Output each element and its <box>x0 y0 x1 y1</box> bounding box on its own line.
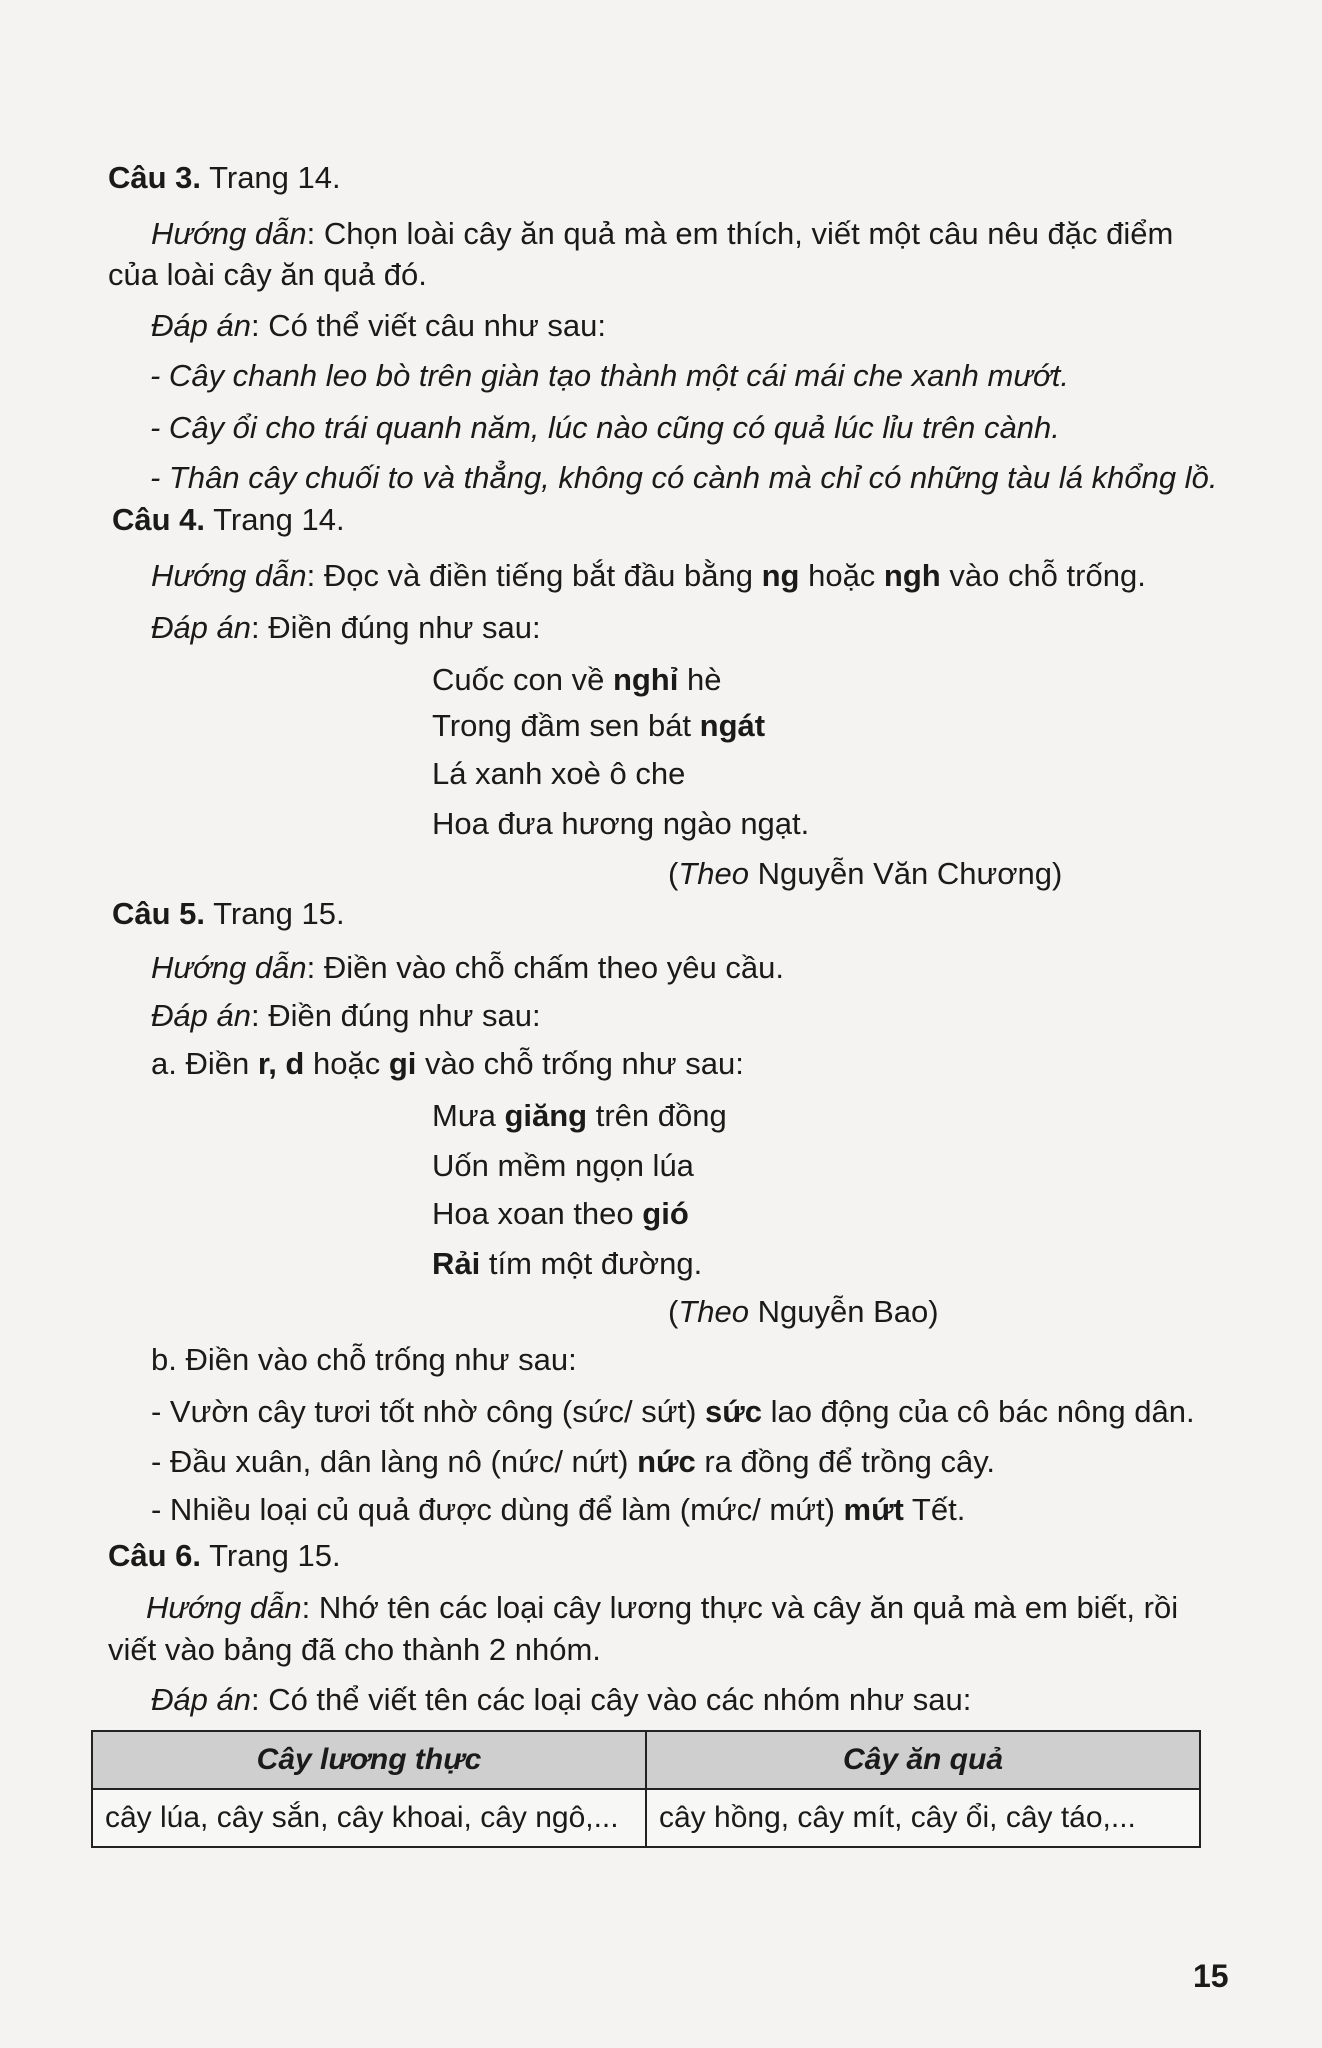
q5-part-b: b. Điền vào chỗ trống như sau: <box>151 1342 577 1377</box>
q5-part-a: a. Điền r, d hoặc gi vào chỗ trống như sau: <box>151 1046 744 1081</box>
q5-guide: Hướng dẫn: Điền vào chỗ chấm theo yêu cầu. <box>151 950 784 985</box>
q3-answer: Đáp án: Có thể viết câu như sau: <box>151 308 607 343</box>
page-number: 15 <box>1193 1958 1229 1994</box>
table-header-cell: Cây ăn quả <box>646 1731 1200 1789</box>
q5-part-b-line-2: - Đầu xuân, dân làng nô (nức/ nứt) nức ra đồng để trồng cây. <box>151 1444 996 1479</box>
q5-poem-line-3: Hoa xoan theo gió <box>432 1196 689 1231</box>
q4-poem-line-4: Hoa đưa hương ngào ngạt. <box>432 806 810 841</box>
q4-poem-line-1: Cuốc con về nghỉ hè <box>432 662 722 697</box>
q4-poem-line-2: Trong đầm sen bát ngát <box>432 708 766 743</box>
q6-guide-cont: viết vào bảng đã cho thành 2 nhóm. <box>108 1632 601 1667</box>
table-cell: cây hồng, cây mít, cây ổi, cây táo,... <box>646 1789 1200 1847</box>
q4-poem-source: (Theo Nguyễn Văn Chương) <box>668 856 1063 891</box>
q5-poem-line-4: Rải tím một đường. <box>432 1246 703 1281</box>
table-header-row <box>92 1731 1200 1789</box>
plant-groups-table <box>91 1730 1201 1848</box>
q4-guide: Hướng dẫn: Đọc và điền tiếng bắt đầu bằng ng hoặc ngh vào chỗ trống. <box>151 558 1146 593</box>
q3-guide: Hướng dẫn: Chọn loài cây ăn quả mà em thích, viết một câu nêu đặc điểm <box>151 216 1174 251</box>
q5-part-b-line-3: - Nhiều loại củ quả được dùng để làm (mức/ mứt) mứt Tết. <box>151 1492 966 1527</box>
q3-answer-line-2: - Cây ổi cho trái quanh năm, lúc nào cũng có quả lúc lỉu trên cành. <box>150 410 1060 445</box>
table-row <box>92 1789 1200 1847</box>
q3-guide-cont: của loài cây ăn quả đó. <box>108 257 427 292</box>
table-header-cell: Cây lương thực <box>92 1731 646 1789</box>
q5-heading: Câu 5. Trang 15. <box>112 896 345 931</box>
q5-answer: Đáp án: Điền đúng như sau: <box>151 998 541 1033</box>
q5-part-b-line-1: - Vườn cây tươi tốt nhờ công (sức/ sứt) sức lao động của cô bác nông dân. <box>151 1394 1195 1429</box>
q3-answer-line-1: - Cây chanh leo bò trên giàn tạo thành một cái mái che xanh mướt. <box>150 358 1069 393</box>
q4-answer: Đáp án: Điền đúng như sau: <box>151 610 541 645</box>
q4-heading: Câu 4. Trang 14. <box>112 502 345 537</box>
q5-poem-source: (Theo Nguyễn Bao) <box>668 1294 939 1329</box>
q5-poem-line-2: Uốn mềm ngọn lúa <box>432 1148 694 1183</box>
q6-guide: Hướng dẫn: Nhớ tên các loại cây lương thực và cây ăn quả mà em biết, rồi <box>146 1590 1179 1625</box>
q6-heading: Câu 6. Trang 15. <box>108 1538 341 1573</box>
q4-poem-line-3: Lá xanh xoè ô che <box>432 756 686 791</box>
table-cell: cây lúa, cây sắn, cây khoai, cây ngô,... <box>92 1789 646 1847</box>
q5-poem-line-1: Mưa giăng trên đồng <box>432 1098 727 1133</box>
q3-heading: Câu 3. Trang 14. <box>108 160 341 195</box>
q3-answer-line-3: - Thân cây chuối to và thẳng, không có cành mà chỉ có những tàu lá khổng lồ. <box>150 460 1218 495</box>
q6-answer: Đáp án: Có thể viết tên các loại cây vào các nhóm như sau: <box>151 1682 972 1717</box>
